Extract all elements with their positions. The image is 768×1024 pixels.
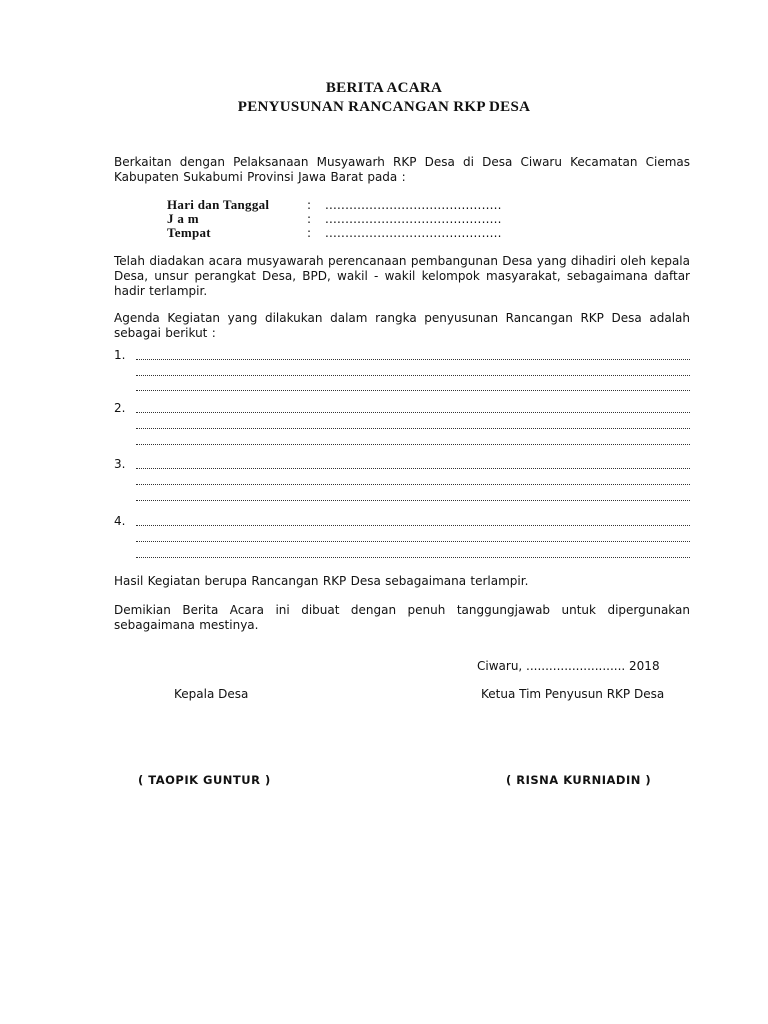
agenda-blank-line (136, 547, 690, 558)
agenda-blank-line (136, 531, 690, 542)
result-paragraph: Hasil Kegiatan berupa Rancangan RKP Desa sebagaimana terlampir. (114, 574, 529, 588)
agenda-blank-line (136, 490, 690, 501)
closing-paragraph: Demikian Berita Acara ini dibuat dengan penuh tanggungjawab untuk dipergunakan sebagaimana mestinya. (114, 603, 690, 632)
left-signatory-role: Kepala Desa (174, 687, 249, 701)
agenda-blank-line (136, 349, 690, 360)
field-label: Hari dan Tanggal (167, 197, 270, 212)
field-value: ............................................ (325, 198, 502, 212)
agenda-blank-line (136, 365, 690, 376)
agenda-item-number: 4. (114, 514, 126, 528)
agenda-item-number: 2. (114, 401, 126, 415)
attendance-paragraph: Telah diadakan acara musyawarah perencanaan pembangunan Desa yang dihadiri oleh kepala Desa, unsur perangkat Desa, BPD, wakil - wakil kelompok masyarakat, sebagaimana daftar hadir terlampir. (114, 254, 690, 298)
field-label: J a m (167, 211, 199, 226)
agenda-blank-line (136, 515, 690, 526)
document-title: BERITA ACARA (325, 80, 443, 96)
agenda-paragraph: Agenda Kegiatan yang dilakukan dalam rangka penyusunan Rancangan RKP Desa adalah sebagai berikut : (114, 311, 690, 340)
field-label: Tempat (167, 225, 211, 240)
agenda-blank-line (136, 434, 690, 445)
agenda-item-number: 1. (114, 348, 126, 362)
agenda-blank-line (136, 380, 690, 391)
left-signatory-name: ( TAOPIK GUNTUR ) (138, 773, 271, 787)
document-subtitle: PENYUSUNAN RANCANGAN RKP DESA (237, 99, 531, 115)
agenda-blank-line (136, 458, 690, 469)
agenda-blank-line (136, 418, 690, 429)
agenda-blank-line (136, 402, 690, 413)
agenda-item-number: 3. (114, 457, 126, 471)
intro-paragraph: Berkaitan dengan Pelaksanaan Musyawarh RKP Desa di Desa Ciwaru Kecamatan Ciemas Kabupaten Sukabumi Provinsi Jawa Barat pada : (114, 155, 690, 184)
field-value: ............................................ (325, 212, 502, 226)
agenda-blank-line (136, 474, 690, 485)
field-colon: : (307, 212, 312, 226)
field-value: ............................................ (325, 226, 502, 240)
field-colon: : (307, 226, 312, 240)
right-signatory-name: ( RISNA KURNIADIN ) (506, 773, 652, 787)
place-date: Ciwaru, .......................... 2018 (477, 659, 660, 673)
field-colon: : (307, 198, 312, 212)
right-signatory-role: Ketua Tim Penyusun RKP Desa (481, 687, 665, 701)
